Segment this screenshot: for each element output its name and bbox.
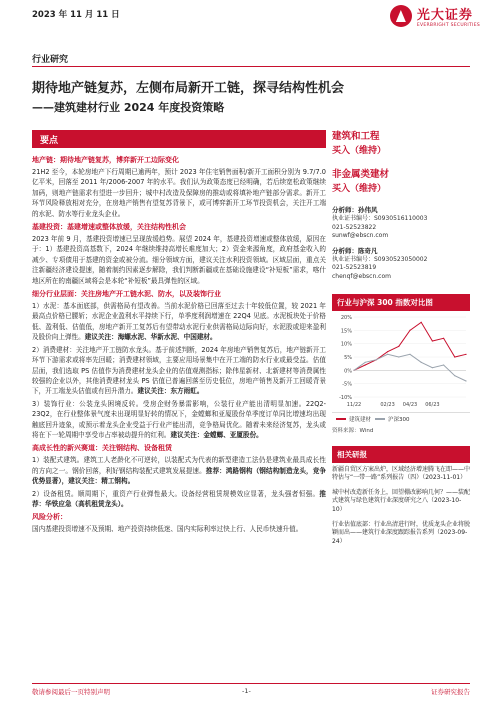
series-point-1 [398, 356, 399, 357]
paragraph-text: 1）水泥：基本面底部，供需格局有望改善。当前水泥价格已回落至过去十年较低位置，较 2021 年最高点价格已腰斩；水泥企业盈利水平持续下行，单季度利润增速在 22Q4 见底。水泥板块处于价格低、盈利低、估值低，房地产新开工复苏后有望带动水泥行业供需格局边际向好，水泥股或迎来盈利及股价向上弹性。 [32, 302, 326, 342]
industry-rating: 买入（维持） [332, 184, 387, 194]
chart-svg [332, 311, 470, 411]
series-point-1 [421, 361, 422, 362]
legend-swatch-industry [336, 418, 346, 420]
analyst-cert: 执业证书编号：S0930516110003 [332, 215, 428, 222]
y-tick-label: -10% [339, 394, 352, 401]
recommendation-text: 推荐：华铁应急（高机租赁龙头）。 [32, 489, 326, 508]
series-point-1 [465, 380, 466, 381]
section-heading: 高成长性的新兴赛道：关注钢结构、设备租赁 [32, 444, 172, 453]
y-tick-label: 0% [344, 367, 352, 374]
brand-logo [390, 4, 480, 28]
legend-label-index: 沪深300 [388, 416, 410, 423]
series-point-0 [454, 356, 455, 357]
paragraph-text: 2）设备租赁。顺周期下，重资产行业弹性最大。设备经营租赁规模效应显著，龙头强者恒强。 [32, 489, 320, 498]
report-title: 期待地产链复苏，左侧布局新开工链，探寻结构性机会 [32, 81, 345, 96]
section-paragraph [32, 345, 326, 397]
recommendation-text: 建议关注：金螳螂、亚厦股份。 [170, 430, 263, 439]
section-heading: 地产链：期待地产链复苏，博弈新开工边际变化 [32, 156, 179, 164]
section-heading: 风险分析： [32, 513, 67, 522]
analyst-cert: 执业证书编号：S0930523050002 [332, 255, 428, 263]
x-tick-label: 11/22 [346, 401, 362, 408]
series-point-0 [365, 364, 366, 365]
series-point-0 [398, 345, 399, 346]
summary-header [32, 130, 326, 148]
chart-source: 资料来源：Wind [332, 427, 374, 434]
recommendation-text: 建议关注：海螺水泥、华新水泥、中国建材。 [84, 333, 217, 342]
analyst-email[interactable]: sunwf@ebscn.com [332, 232, 389, 240]
series-point-1 [387, 353, 388, 354]
report-date: 2023 年 11 月 11 日 [32, 10, 120, 20]
paragraph-text: 3）装饰行业：公装龙头困境反转。受房企财务暴雷影响，公装行业产能出清明显加速。22Q2-23Q2，在行业整体景气度未出现明显好转的情况下，金螳螂和亚厦股份单季度订单同比增速均出现触底回升迹象，或预示着龙头企业受益于行业产能出清，竞争格局优化。随着未来经济复苏，龙头或将在下一轮周期中享受市占率被动提升的红利。 [32, 399, 326, 439]
section-paragraph [32, 489, 326, 510]
analyst-name: 分析师：陈奇凡 [332, 246, 378, 255]
analysts-block [332, 206, 470, 282]
x-tick-label: 04/23 [402, 401, 418, 408]
series-line-0 [354, 322, 466, 370]
series-point-0 [465, 353, 466, 354]
analyst-name: 分析师：孙伟风 [332, 206, 378, 214]
report-type: 证券研究报告 [431, 688, 470, 696]
related-reports-list [332, 466, 470, 547]
page-header [0, 0, 500, 30]
paragraph-text: 21H2 至今，本轮房地产下行周期已逾两年，预计 2023 年住宅销售面积/新开工面积分别为 9.7/7.0 亿平米，回落至 2011 年/2006-2007 年的水平。我们认为政策态度已经明确，若后续宽松政策继续加码，则地产链需求有望进一步回升；城中村改造及保障房的推动或将填补地产链部分需求。新开工环节风险释放相对充分，在房地产销售有望复苏背景下，或可博弈新开工环节投资机会，关注开工端的水泥、防水等行业龙头企业。 [32, 168, 326, 218]
related-report-item[interactable]: 城中村改造新任务上，回望棚改影响几何？——装配式建筑与绿色建筑行业深度研究之八（2023-10-10） [332, 488, 471, 513]
y-tick-label: 5% [344, 354, 352, 361]
paragraph-text: 2）消费建材：关注地产开工链防水龙头。基于前述判断，2024 年房地产销售复苏后，地产链新开工环节下游需求或将率先回暖；消费建材领域，主要应用场景集中在开工端的防水行业或最受益。估值层面，我们选取 PS 估值作为消费建材龙头企业的估值观测指标；除伟星新材、北新建材等消费属性较强的企业以外，其他消费建材龙头 PS 估值已普遍回落至历史低位，房地产销售及新开工回暖背景下，开工端龙头估值或有回升潜力。 [32, 345, 326, 396]
chart-title: 行业与沪深 300 指数对比图 [332, 294, 470, 311]
title-divider [32, 66, 470, 67]
section-paragraph [32, 301, 326, 343]
series-point-0 [387, 351, 388, 352]
series-point-1 [443, 364, 444, 365]
series-point-0 [409, 329, 410, 330]
section-paragraph [32, 234, 326, 286]
series-line-1 [354, 354, 466, 381]
section-paragraph [32, 455, 326, 486]
analyst-email[interactable]: chenqf@ebscn.com [332, 272, 391, 280]
legend-label-industry: 建筑建材 [349, 416, 372, 423]
series-point-1 [353, 369, 354, 370]
section-paragraph [32, 399, 326, 441]
y-tick-label: -5% [342, 381, 352, 388]
series-point-0 [421, 321, 422, 322]
summary-body [32, 152, 326, 535]
y-tick-label: 10% [340, 341, 352, 348]
y-tick-label: 15% [340, 327, 352, 334]
section-paragraph [32, 524, 326, 534]
summary-label: 要点 [40, 136, 59, 146]
chart-legend [332, 415, 470, 423]
series-point-0 [432, 340, 433, 341]
sidebar [332, 130, 470, 552]
report-category: 行业研究 [32, 55, 69, 65]
series-point-1 [376, 359, 377, 360]
series-point-1 [409, 353, 410, 354]
footer-divider [32, 683, 470, 684]
x-tick-label: 06/23 [425, 401, 440, 408]
legend-swatch-index [375, 418, 385, 420]
index-comparison-chart [332, 311, 470, 413]
brand-name-en: EVERBRIGHT SECURITIES [416, 23, 480, 28]
analyst-card [332, 247, 470, 282]
series-point-1 [454, 375, 455, 376]
analyst-phone: 021-52523819 [332, 264, 377, 272]
series-point-1 [365, 361, 366, 362]
x-tick-label: 02/23 [380, 401, 395, 408]
section-paragraph [32, 167, 326, 219]
ratings-block [332, 130, 470, 196]
related-report-item[interactable]: 新疆自贸区方案出炉，区域经济增速腾飞在即——中特估与“一带一路”系列报告（四）（2023-11-01） [332, 465, 471, 482]
series-point-1 [432, 367, 433, 368]
paragraph-text: 1）装配式建筑。建筑工人老龄化不可逆转，以装配式为代表的新型建造工法仍是建筑业最具成长性的方向之一。钢价回落，利好钢结构装配式建筑发展提速。 [32, 456, 326, 475]
section-heading: 细分行业层面：关注房地产开工链水泥、防水，以及装饰行业 [32, 290, 221, 299]
disclaimer-link[interactable]: 敬请参阅最后一页特别声明 [32, 688, 110, 696]
recommendation-text: 建议关注：东方雨虹。 [137, 387, 204, 396]
page-number: -1- [242, 687, 251, 695]
paragraph-text: 国内基建投资增速不及预期、地产投资持续低迷、国内实际利率过快上行、人民币快速升值。 [32, 525, 303, 534]
series-point-0 [443, 337, 444, 338]
industry-rating: 买入（维持） [332, 146, 387, 156]
y-tick-label: 20% [340, 314, 352, 321]
brand-logo-icon [390, 5, 412, 27]
industry-name: 非金属类建材 [332, 169, 390, 180]
paragraph-text: 2023 年前 9 月，基建投资增速已呈现放缓趋势。展望 2024 年，基建投资增速或整体放缓，原因在于：1）基建投资高基数下，2024 年继续维持高增长难度加大；2）资金来源角度，政府基金收入的减少、专项债用于基建的资金或被分流。细分领域方面，建议关注水利投资领域。区域层面，重点关注新疆经济建设提速，随着制约因素逐步解除，我们判断新疆或在基础设施建设“补短板”需求，喀什地区所在的南疆区域将会是本轮“补短板”最具弹性的区域。 [32, 235, 326, 285]
industry-name: 建筑和工程 [332, 131, 380, 142]
recommendation-text: 推荐：鸿路钢构（钢结构制造龙头，竞争优势显著），建议关注：精工钢构。 [32, 466, 327, 486]
related-report-item[interactable]: 行业估值底部：行业出清进行时，优质龙头企业将脱颖而出——建筑行业深度跟踪报告系列（2023-09-24） [332, 520, 471, 545]
related-reports-header: 相关研报 [332, 446, 470, 463]
analyst-phone: 021-52523822 [332, 223, 377, 231]
brand-name: 光大证券 [416, 8, 473, 23]
analyst-card [332, 206, 470, 241]
report-subtitle: ——建筑建材行业 2024 年度投资策略 [32, 101, 225, 114]
section-heading: 基建投资：基建增速或整体放缓，关注结构性机会 [32, 223, 186, 232]
